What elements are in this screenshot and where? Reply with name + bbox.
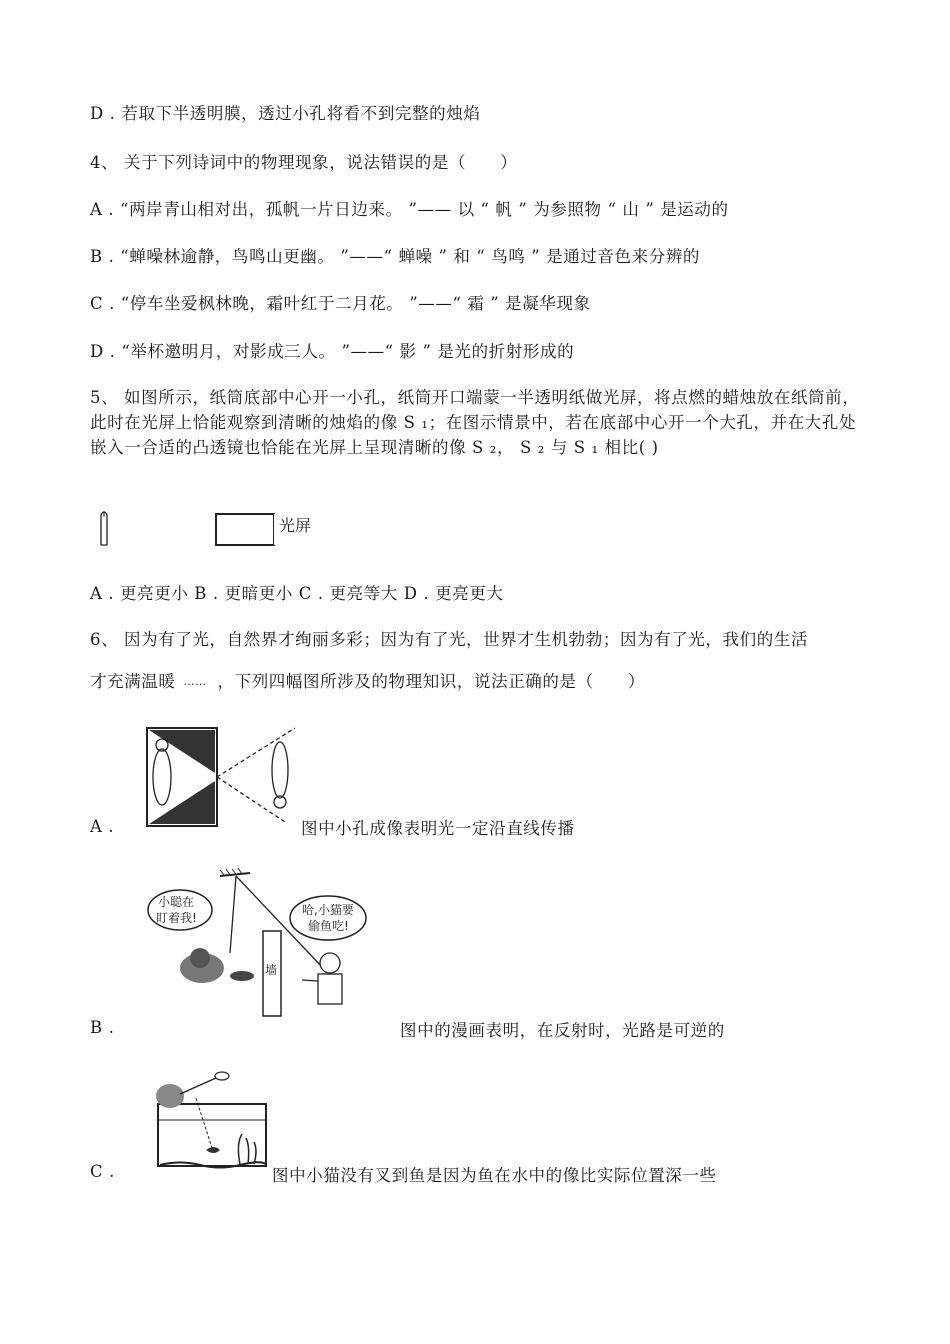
- svg-text:哈,小猫要: 哈,小猫要: [302, 903, 354, 917]
- candle-icon: [101, 511, 107, 545]
- q6-option-b-text: 图中的漫画表明，在反射时，光路是可逆的: [400, 1021, 725, 1040]
- q6-option-b-label: B .: [90, 1018, 115, 1037]
- q3-option-d: D . 若取下半透明膜，透过小孔将看不到完整的烛焰: [90, 104, 481, 123]
- reflection-cartoon-figure: [140, 868, 400, 1023]
- q6-stem-part-b: ，下列四幅图所涉及的物理知识，说法正确的是（ ）: [217, 672, 645, 691]
- q6-option-a-text: 图中小孔成像表明光一定沿直线传播: [301, 819, 575, 838]
- q4-option-c: C . “停车坐爱枫林晚，霜叶红于二月花。 ”——“ 霜 ” 是凝华现象: [90, 294, 591, 313]
- svg-text:盯着我!: 盯着我!: [156, 911, 197, 925]
- q6-option-a-label: A .: [90, 817, 115, 836]
- svg-text:墙: 墙: [265, 963, 278, 977]
- q6-stem-line1: 6、 因为有了光，自然界才绚丽多彩；因为有了光，世界才生机勃勃；因为有了光，我们的生活: [90, 630, 809, 649]
- q6-stem-part-a: 才充满温暖: [90, 672, 176, 691]
- q4-stem: 4、 关于下列诗词中的物理现象，说法错误的是（ ）: [90, 153, 518, 172]
- svg-text:偷鱼吃!: 偷鱼吃!: [308, 919, 349, 933]
- screen-label: 光屏: [279, 516, 312, 535]
- q6-option-c-text: 图中小猫没有叉到鱼是因为鱼在水中的像比实际位置深一些: [272, 1166, 717, 1185]
- q4-option-a: A . “两岸青山相对出，孤帆一片日边来。 ”—— 以 “ 帆 ” 为参照物 “ 山 ” 是运动的: [90, 200, 729, 219]
- q4-option-d: D . “举杯邀明月，对影成三人。 ”——“ 影 ” 是光的折射形成的: [90, 342, 575, 361]
- q5-figure: [90, 505, 350, 550]
- q5-options: A . 更亮更小 B . 更暗更小 C . 更亮等大 D . 更亮更大: [90, 584, 504, 603]
- q5-stem: 5、 如图所示，纸筒底部中心开一小孔，纸筒开口端蒙一半透明纸做光屏，将点燃的蜡烛放在纸筒前，此时在光屏上恰能观察到清晰的烛焰的像 S ₁；在图示情景中，若在底部中心开一个大孔，并在大孔处嵌入一合适的凸透镜也恰能在光屏上呈现清晰的像 S ₂， S ₂ 与 S ₁ 相比( ): [90, 388, 860, 457]
- svg-text:小聪在: 小聪在: [158, 895, 195, 909]
- q4-option-b: B . “蝉噪林逾静，鸟鸣山更幽。 ”——“ 蝉噪 ” 和 “ 鸟鸣 ” 是通过音色来分辨的: [90, 247, 701, 266]
- q6-ellipsis: ……: [183, 675, 207, 688]
- q6-option-c-label: C .: [90, 1162, 115, 1181]
- pinhole-figure: [140, 722, 300, 834]
- fish-spearing-figure: [140, 1068, 272, 1170]
- paper-tube: [216, 514, 274, 545]
- q6-stem-line2: [90, 668, 645, 692]
